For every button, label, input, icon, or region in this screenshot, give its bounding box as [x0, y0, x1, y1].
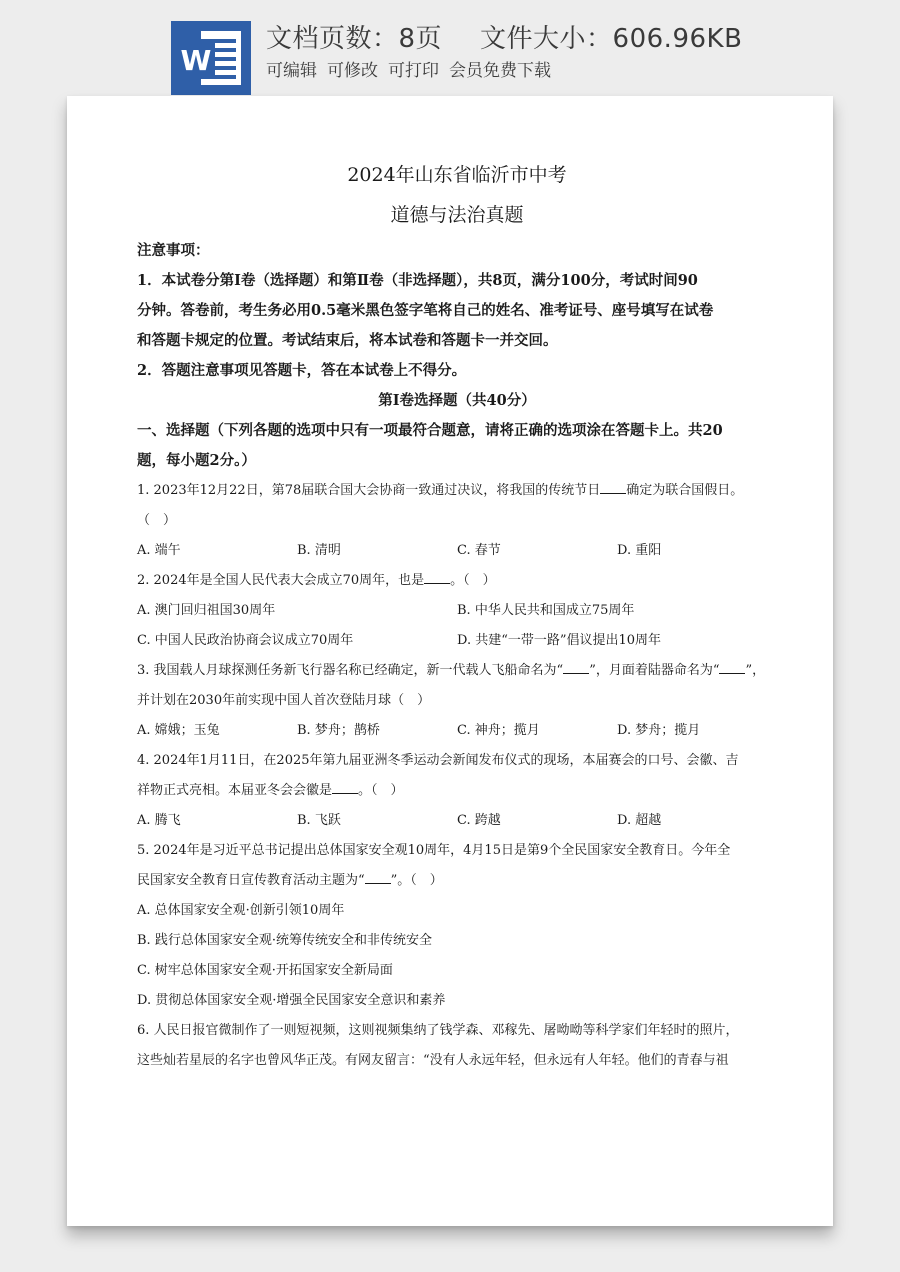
- question-5-line-2: [137, 866, 777, 896]
- option-a: A. 端午: [137, 543, 181, 558]
- option-d: D. 共建“一带一路”倡议提出10周年: [457, 633, 662, 648]
- option-d: D. 超越: [617, 813, 662, 828]
- question-1-stem: [137, 476, 777, 506]
- file-info: [266, 18, 742, 52]
- page-count: 文档页数：8页: [266, 24, 443, 54]
- note-1-line-2: 分钟。答卷前，考生务必用0.5毫米黑色签字笔将自己的姓名、准考证号、座号填写在试卷: [137, 302, 714, 319]
- svg-text:W: W: [180, 44, 212, 77]
- question-1-options: [137, 536, 777, 566]
- question-2-options-row-2: [137, 626, 777, 656]
- section-title: 第Ⅰ卷选择题（共40分）: [378, 392, 536, 409]
- question-4-text-a: 祥物正式亮相。本届亚冬会会徽是: [137, 783, 333, 798]
- option-d: D. 重阳: [617, 543, 662, 558]
- document-page: [67, 96, 833, 1226]
- note-2: 2．答题注意事项见答题卡，答在本试卷上不得分。: [137, 362, 467, 379]
- option-b: B. 清明: [297, 543, 341, 558]
- file-size: 文件大小：606.96KB: [480, 24, 743, 54]
- option-b: B. 践行总体国家安全观·统筹传统安全和非传统安全: [137, 933, 432, 948]
- option-a: A. 腾飞: [137, 813, 181, 828]
- option-a: A. 嫦娥；玉兔: [137, 723, 220, 738]
- option-c: C. 中国人民政治协商会议成立70周年: [137, 633, 354, 648]
- question-5-text-b: ”。（ ）: [390, 873, 443, 888]
- option-c: C. 神舟；揽月: [457, 723, 540, 738]
- answer-blank: [600, 479, 626, 494]
- question-3-text-c: ”，: [745, 663, 766, 678]
- question-4-line-2: [137, 776, 777, 806]
- question-6-line-2: 这些灿若星辰的名字也曾风华正茂。有网友留言：“没有人永远年轻，但永远有人年轻。他们的青春与祖: [137, 1053, 729, 1068]
- question-3-text-b: ”，月面着陆器命名为“: [589, 663, 720, 678]
- feature-list: [266, 56, 561, 80]
- question-5-text-a: 民国家安全教育日宣传教育活动主题为“: [137, 873, 365, 888]
- word-document-icon: [171, 21, 251, 95]
- question-3-stem: [137, 656, 777, 686]
- answer-blank: [365, 869, 391, 884]
- option-d: D. 贯彻总体国家安全观·增强全民国家安全意识和素养: [137, 993, 446, 1008]
- question-2-stem: [137, 566, 777, 596]
- question-2-text-b: 。（ ）: [450, 573, 496, 588]
- note-1-line-1: 1．本试卷分第Ⅰ卷（选择题）和第Ⅱ卷（非选择题），共8页，满分100分，考试时间90: [137, 272, 698, 289]
- question-4-line-1: 4. 2024年1月11日，在2025年第九届亚洲冬季运动会新闻发布仪式的现场，本届赛会的口号、会徽、吉: [137, 753, 739, 768]
- answer-blank: [332, 779, 358, 794]
- note-1-line-3: 和答题卡规定的位置。考试结束后，将本试卷和答题卡一并交回。: [137, 332, 558, 349]
- question-4-options: [137, 806, 777, 836]
- option-b: B. 梦舟；鹊桥: [297, 723, 380, 738]
- part-1-instructions-line-2: 题，每小题2分。）: [137, 452, 256, 469]
- question-1-text-b: 确定为联合国假日。: [626, 483, 744, 498]
- notes-heading: 注意事项：: [137, 242, 210, 259]
- option-d: D. 梦舟；揽月: [617, 723, 701, 738]
- question-4-text-b: 。（ ）: [358, 783, 404, 798]
- option-a: A. 总体国家安全观·创新引领10周年: [137, 903, 345, 918]
- question-1-bracket: （ ）: [137, 513, 177, 528]
- option-b: B. 飞跃: [297, 813, 341, 828]
- option-a: A. 澳门回归祖国30周年: [137, 603, 276, 618]
- question-3-options: [137, 716, 777, 746]
- option-c: C. 春节: [457, 543, 501, 558]
- question-3-text-a: 3. 我国载人月球探测任务新飞行器名称已经确定，新一代载人飞船命名为“: [137, 663, 564, 678]
- document-content: [137, 162, 777, 1076]
- option-c: C. 跨越: [457, 813, 501, 828]
- document-subtitle: 道德与法治真题: [390, 204, 524, 226]
- part-1-instructions-line-1: 一、选择题（下列各题的选项中只有一项最符合题意，请将正确的选项涂在答题卡上。共20: [137, 422, 723, 439]
- answer-blank: [719, 659, 745, 674]
- feature-member-download: 会员免费下载: [449, 61, 551, 81]
- question-2-options-row-1: [137, 596, 777, 626]
- document-title: 2024年山东省临沂市中考: [347, 164, 567, 186]
- question-3-line-2: 并计划在2030年前实现中国人首次登陆月球（ ）: [137, 693, 431, 708]
- question-6-line-1: 6. 人民日报官微制作了一则短视频，这则视频集纳了钱学森、邓稼先、屠呦呦等科学家们年轻时的照片，: [137, 1023, 739, 1038]
- question-1-text-a: 1. 2023年12月22日，第78届联合国大会协商一致通过决议，将我国的传统节日: [137, 483, 601, 498]
- question-2-text-a: 2. 2024年是全国人民代表大会成立70周年，也是: [137, 573, 425, 588]
- option-b: B. 中华人民共和国成立75周年: [457, 603, 635, 618]
- answer-blank: [424, 569, 450, 584]
- feature-printable: 可打印: [388, 61, 439, 81]
- download-banner: [0, 0, 900, 96]
- option-c: C. 树牢总体国家安全观·开拓国家安全新局面: [137, 963, 393, 978]
- feature-modifiable: 可修改: [327, 61, 378, 81]
- answer-blank: [563, 659, 589, 674]
- question-5-line-1: 5. 2024年是习近平总书记提出总体国家安全观10周年，4月15日是第9个全民国家安全教育日。今年全: [137, 843, 731, 858]
- feature-editable: 可编辑: [266, 61, 317, 81]
